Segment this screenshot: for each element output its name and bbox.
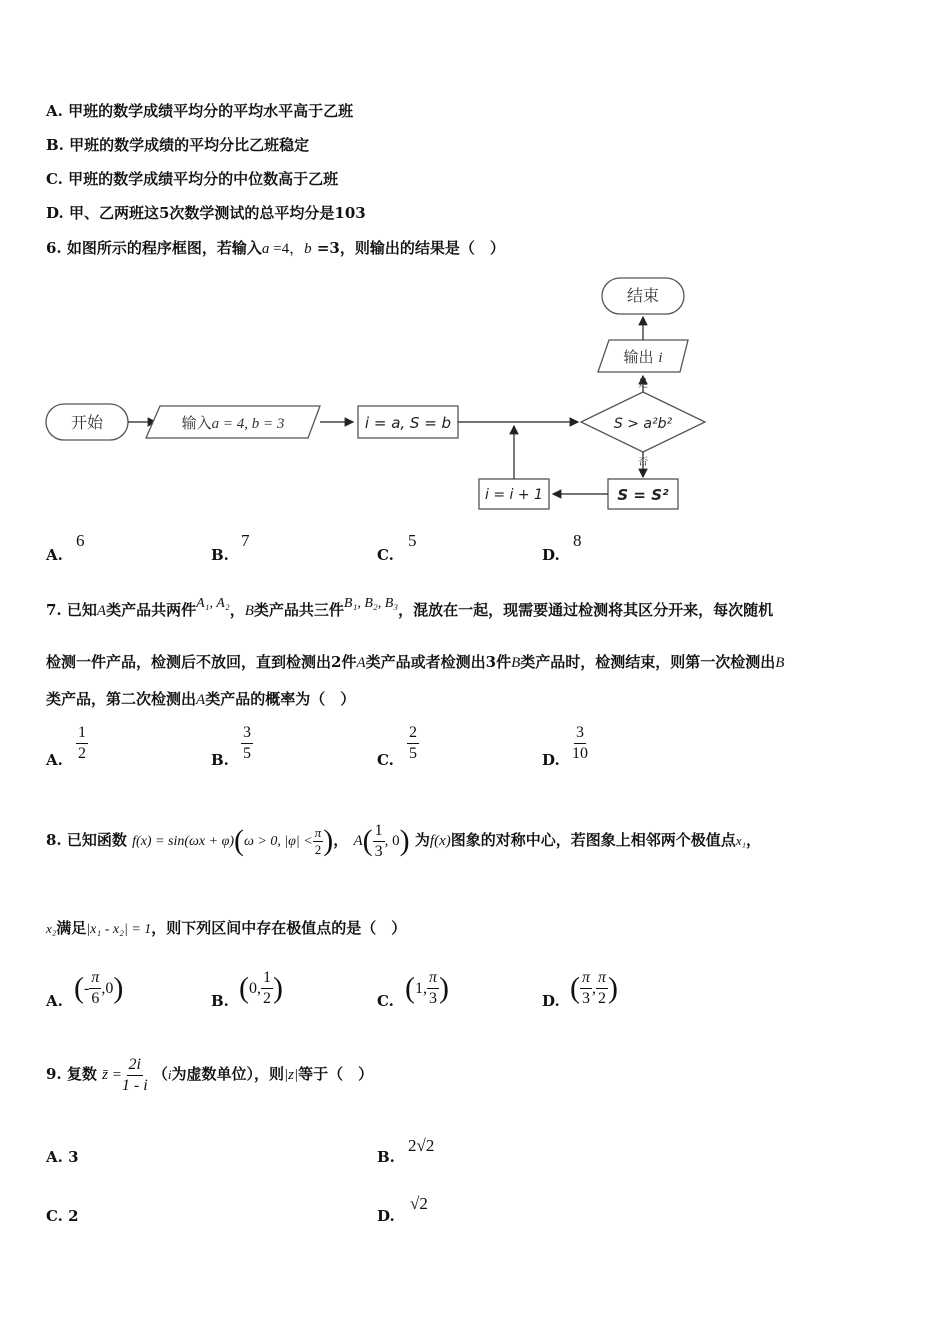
- q5-option-a: [46, 101, 353, 121]
- numerator: π: [580, 968, 592, 989]
- numerator: π: [89, 968, 101, 989]
- q6-option-a-value: 6: [76, 531, 85, 550]
- text: ，: [333, 831, 349, 849]
- text: ，: [229, 601, 245, 619]
- fraction: [89, 968, 101, 1009]
- numerator: 2i: [127, 1055, 143, 1076]
- minus: -: [84, 980, 90, 997]
- left: 1,: [415, 980, 427, 997]
- q8-line-2: [46, 918, 406, 940]
- paren: (: [233, 824, 244, 857]
- text: 检测一件产品，检测后不放回，直到检测出2件: [46, 653, 357, 671]
- text: 复数: [66, 1065, 97, 1083]
- numerator: π: [314, 824, 322, 840]
- text: 图象的对称中心，若图象上相邻两个极值点: [450, 831, 736, 849]
- denominator: 5: [243, 745, 251, 762]
- option-text: 甲班的数学成绩的平均分比乙班稳定: [69, 136, 310, 154]
- z-bar: z̄ =: [102, 1067, 122, 1083]
- paren: ): [439, 971, 450, 1005]
- paren: ): [399, 824, 410, 857]
- left: 0,: [249, 980, 261, 997]
- option-text: 甲、乙两班这5次数学测试的总平均分是103: [68, 204, 366, 222]
- x2: x₂: [46, 921, 57, 936]
- denominator: 10: [572, 745, 588, 762]
- option-value: 2: [68, 1207, 79, 1225]
- paren: (: [570, 971, 580, 1005]
- B-items: B₁, B₂, B₃: [343, 596, 399, 611]
- q9-line: [46, 1050, 373, 1099]
- paren: (: [239, 971, 249, 1005]
- paren: (: [405, 971, 415, 1005]
- var-i: i: [167, 1067, 172, 1082]
- q8-option-c-interval: [405, 968, 449, 1009]
- denominator: 2: [78, 745, 86, 762]
- q6-option-c-label: C.: [377, 546, 394, 564]
- question-number: 7.: [46, 601, 62, 619]
- text: 满足: [56, 919, 87, 937]
- yes-label: 是: [638, 379, 648, 390]
- var-B: B: [244, 603, 254, 619]
- var-A: A: [356, 655, 366, 671]
- q5-option-c: [46, 169, 338, 189]
- denominator: 6: [91, 990, 100, 1007]
- text: 等于（ ）: [298, 1065, 374, 1083]
- q6-option-a-label: A.: [46, 546, 63, 564]
- var-B: B: [511, 655, 521, 671]
- q9-option-c: [46, 1207, 79, 1225]
- var-a: a: [261, 241, 270, 257]
- square-label: S = S²: [617, 486, 669, 504]
- q7-option-d-label: D.: [542, 751, 560, 769]
- q8-option-b-interval: [239, 968, 283, 1009]
- fraction: [596, 968, 608, 1009]
- no-label: 否: [638, 457, 648, 468]
- q8-option-d-interval: [570, 968, 618, 1009]
- q7-option-c-fraction: [407, 723, 419, 764]
- q9-option-b-value: 2√2: [408, 1136, 435, 1155]
- var-b: b: [304, 241, 312, 257]
- text: 已知函数: [66, 831, 127, 849]
- text: 类产品时，检测结束，则第一次检测出: [520, 653, 776, 671]
- q7-option-b-label: B.: [211, 751, 229, 769]
- paren: ): [113, 971, 124, 1005]
- denominator: 2: [263, 990, 271, 1007]
- condition: ω > 0, |φ| <: [243, 834, 313, 849]
- q7-option-c-label: C.: [377, 751, 394, 769]
- paren: ): [273, 971, 283, 1005]
- denominator: 2: [598, 990, 607, 1007]
- text: 为虚数单位），则: [171, 1065, 285, 1083]
- denominator: 1 - i: [121, 1076, 148, 1094]
- text: 已知: [66, 601, 97, 619]
- fraction: [427, 968, 439, 1009]
- flowchart: [0, 270, 950, 520]
- abs-expr: |x₁ - x₂| = 1: [86, 922, 152, 937]
- option-label: A.: [46, 1148, 63, 1166]
- start-label: 开始: [70, 413, 104, 432]
- q9-option-b-label: B.: [377, 1148, 395, 1166]
- text: 类产品共三件: [253, 601, 344, 619]
- q9-option-a: [46, 1148, 79, 1166]
- one-third: [373, 821, 385, 862]
- output-label: 输出 i: [623, 348, 663, 366]
- numerator: 3: [574, 723, 586, 744]
- stem-text: 如图所示的程序框图，若输入: [66, 239, 262, 257]
- paren: (: [362, 824, 373, 857]
- numerator: 1: [76, 723, 88, 744]
- abs-z: |z|: [284, 1067, 299, 1083]
- paren: ): [608, 971, 619, 1005]
- q9-option-d-value: √2: [410, 1194, 428, 1213]
- input-label: 输入a = 4, b = 3: [181, 414, 285, 432]
- q8-line-1: [46, 816, 761, 866]
- separator: ,: [592, 980, 597, 997]
- text: 类产品，第二次检测出: [46, 690, 197, 708]
- increment-label: i = i + 1: [485, 487, 543, 503]
- text: ，: [746, 831, 762, 849]
- var-A: A: [196, 692, 206, 708]
- point-A: A: [353, 833, 363, 849]
- paren: ): [323, 824, 334, 857]
- option-label: D.: [46, 204, 64, 222]
- text: 为: [414, 831, 430, 849]
- pi-over-2: [313, 825, 324, 858]
- denominator: 3: [429, 990, 437, 1007]
- q7-line-2: [46, 652, 784, 673]
- denominator: 3: [582, 990, 590, 1007]
- text: 类产品的概率为（ ）: [205, 690, 356, 708]
- numerator: π: [596, 968, 608, 989]
- text: （: [152, 1065, 168, 1083]
- q6-option-d-label: D.: [542, 546, 560, 564]
- decision-label: S > a²b²: [613, 416, 673, 432]
- option-text: 甲班的数学成绩平均分的中位数高于乙班: [68, 170, 339, 188]
- denominator: 2: [314, 841, 322, 857]
- q7-option-a-fraction: [76, 723, 88, 764]
- option-label: C.: [46, 170, 63, 188]
- q5-option-b: [46, 135, 309, 155]
- eq-a: =4，: [269, 241, 305, 257]
- option-value: 3: [68, 1148, 79, 1166]
- assign-label: i = a, S = b: [364, 414, 452, 432]
- q6-option-b-value: 7: [241, 531, 250, 550]
- q7-option-d-fraction: [572, 723, 588, 764]
- numerator: 2: [407, 723, 419, 744]
- q7-option-a-label: A.: [46, 751, 63, 769]
- question-number: 9.: [46, 1065, 62, 1083]
- q7-line-1: [46, 596, 774, 622]
- q7-line-3: [46, 689, 355, 710]
- q9-option-d-label: D.: [377, 1207, 395, 1225]
- q8-option-a-label: A.: [46, 992, 63, 1010]
- option-text: 甲班的数学成绩平均分的平均水平高于乙班: [68, 102, 354, 120]
- q8-option-d-label: D.: [542, 992, 560, 1010]
- numerator: 1: [373, 821, 385, 842]
- option-label: A.: [46, 102, 63, 120]
- x1: x₁: [735, 833, 747, 848]
- paren: (: [74, 971, 84, 1005]
- option-label: C.: [46, 1207, 63, 1225]
- eq-b: =3，则输出的结果是（ ）: [311, 239, 505, 257]
- denominator: 5: [409, 745, 417, 762]
- question-number: 8.: [46, 831, 62, 849]
- q6-stem: [46, 238, 505, 259]
- option-label: B.: [46, 136, 64, 154]
- fraction: [580, 968, 592, 1009]
- numerator: 1: [261, 968, 273, 989]
- text: ，混放在一起，现需要通过检测将其区分开来，每次随机: [398, 601, 774, 619]
- var-B: B: [775, 655, 785, 671]
- right: ,0: [101, 980, 114, 997]
- question-number: 6.: [46, 239, 62, 257]
- q8-option-c-label: C.: [377, 992, 394, 1010]
- fraction: [122, 1055, 148, 1096]
- q6-option-b-label: B.: [211, 546, 229, 564]
- y-coord: , 0: [384, 833, 400, 849]
- q5-option-d: [46, 203, 366, 223]
- numerator: 3: [241, 723, 253, 744]
- end-label: 结束: [626, 286, 660, 305]
- numerator: π: [427, 968, 439, 989]
- text: 类产品或者检测出3件: [365, 653, 512, 671]
- q6-option-d-value: 8: [573, 531, 582, 550]
- text: ，则下列区间中存在极值点的是（ ）: [151, 919, 407, 937]
- text: 类产品共两件: [106, 601, 197, 619]
- fraction: [261, 968, 273, 1009]
- q7-option-b-fraction: [241, 723, 253, 764]
- function: f(x) = sin(ωx + φ): [132, 834, 234, 849]
- q8-option-a-interval: [74, 968, 123, 1009]
- q8-option-b-label: B.: [211, 992, 229, 1010]
- q6-option-c-value: 5: [408, 531, 417, 550]
- denominator: 3: [374, 842, 383, 860]
- var-A: A: [96, 603, 107, 619]
- f-of-x: f(x): [429, 833, 451, 849]
- A-items: A₁, A₂: [196, 596, 230, 611]
